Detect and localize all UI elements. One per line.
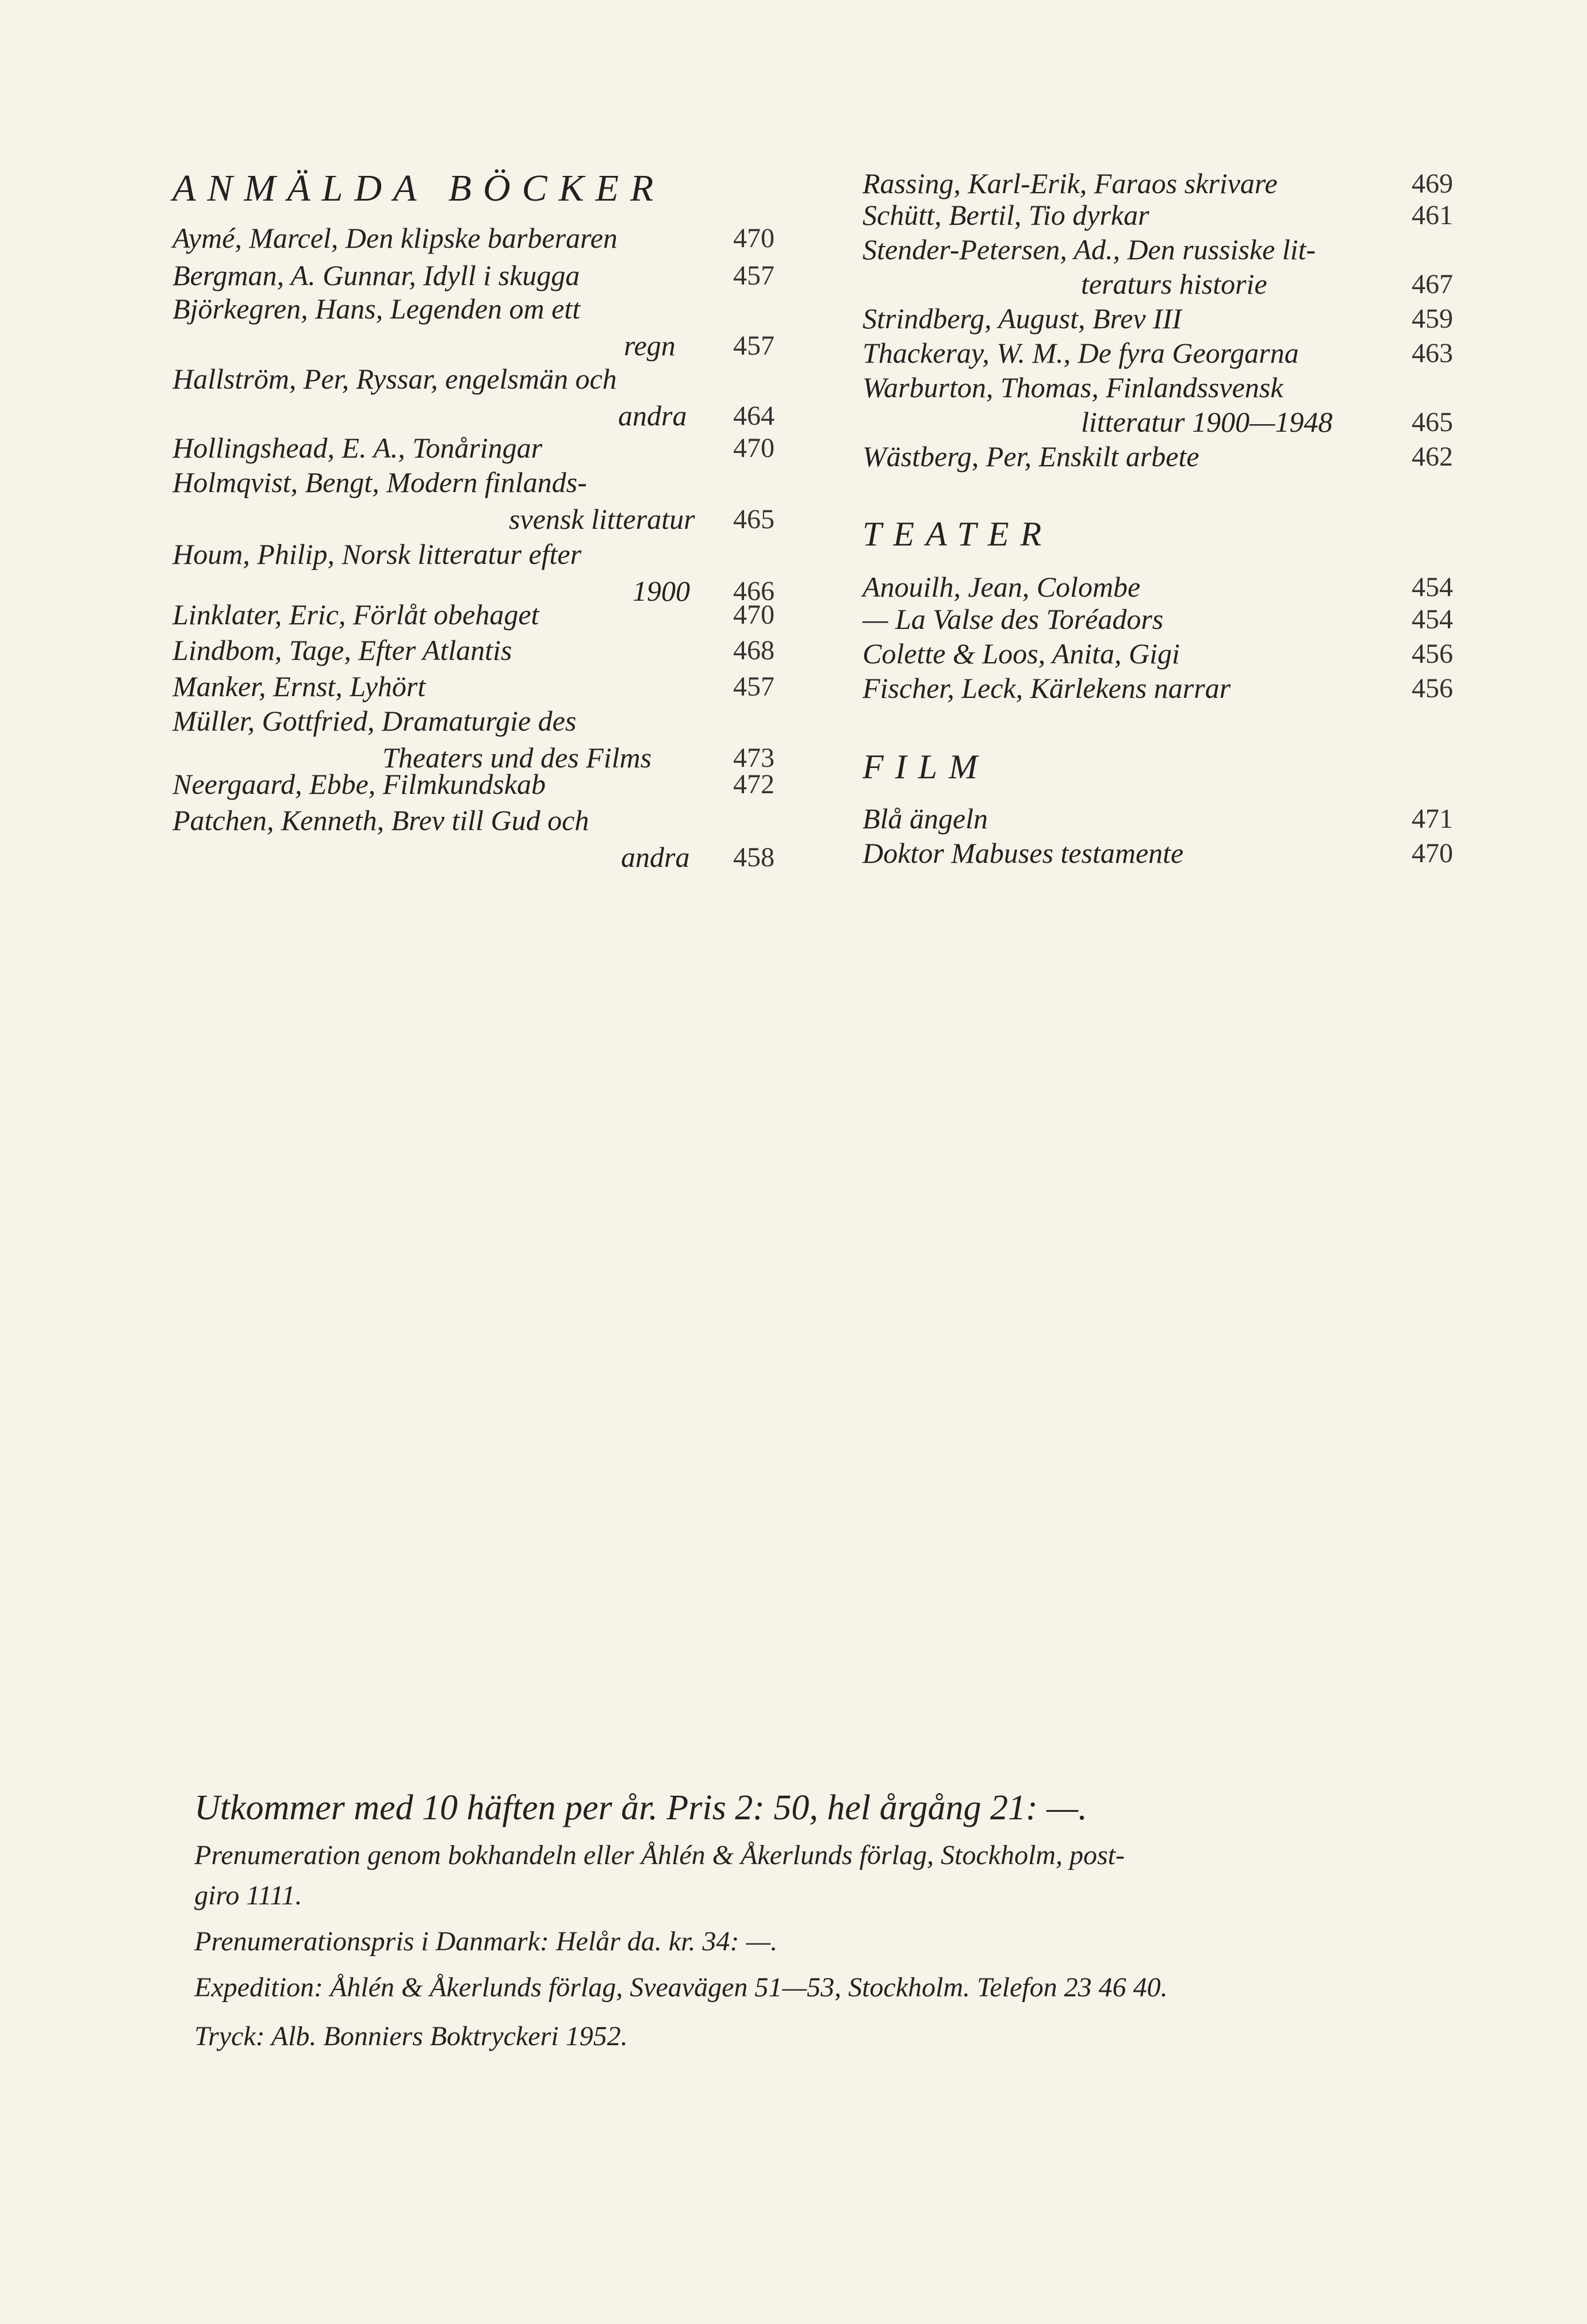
entry-title-continuation: litteratur 1900—1948 bbox=[1081, 406, 1333, 438]
entry-title: Strindberg, August, Brev III bbox=[862, 302, 1182, 335]
entry-page: 459 bbox=[1412, 304, 1453, 334]
entry-title-continuation: 1900 bbox=[632, 575, 690, 607]
entry-page: 470 bbox=[733, 223, 775, 253]
entry-title: Stender-Petersen, Ad., Den russiske lit- bbox=[862, 233, 1316, 266]
section-heading-anmalda-bocker: ANMÄLDA BÖCKER bbox=[172, 167, 665, 209]
entry-page: 456 bbox=[1412, 639, 1453, 669]
entry-page: 457 bbox=[733, 331, 775, 361]
entry-title: Aymé, Marcel, Den klipske barberaren bbox=[172, 222, 618, 254]
entry-title: Lindbom, Tage, Efter Atlantis bbox=[172, 634, 512, 666]
section-heading-teater: TEATER bbox=[862, 515, 1053, 553]
entry-page: 463 bbox=[1412, 338, 1453, 368]
entry-page: 472 bbox=[733, 769, 775, 800]
entry-page: 456 bbox=[1412, 673, 1453, 704]
colophon-headline: Utkommer med 10 häften per år. Pris 2: 50, hel årgång 21: —. bbox=[194, 1788, 1087, 1827]
entry-title: Warburton, Thomas, Finlandssvensk bbox=[862, 371, 1283, 404]
colophon-line: Prenumeration genom bokhandeln eller Åhlén & Åkerlunds förlag, Stockholm, post- bbox=[194, 1840, 1125, 1870]
entry-page: 462 bbox=[1412, 441, 1453, 472]
entry-page: 470 bbox=[733, 433, 775, 463]
entry-title: Thackeray, W. M., De fyra Georgarna bbox=[862, 337, 1299, 369]
entry-title: Colette & Loos, Anita, Gigi bbox=[862, 637, 1180, 670]
entry-page: 469 bbox=[1412, 168, 1453, 199]
entry-title-continuation: regn bbox=[624, 329, 676, 362]
colophon-line: Prenumerationspris i Danmark: Helår da. kr. 34: —. bbox=[194, 1926, 778, 1957]
entry-title: Hollingshead, E. A., Tonåringar bbox=[172, 432, 543, 464]
entry-title: Manker, Ernst, Lyhört bbox=[172, 670, 426, 702]
entry-page: 461 bbox=[1412, 200, 1453, 231]
entry-title: Bergman, A. Gunnar, Idyll i skugga bbox=[172, 259, 580, 291]
entry-title: Anouilh, Jean, Colombe bbox=[862, 571, 1141, 603]
entry-title: Rassing, Karl-Erik, Faraos skrivare bbox=[862, 167, 1278, 199]
colophon-line: Expedition: Åhlén & Åkerlunds förlag, Sveavägen 51—53, Stockholm. Telefon 23 46 40. bbox=[194, 1972, 1168, 2003]
entry-title: Linklater, Eric, Förlåt obehaget bbox=[172, 598, 539, 631]
entry-page: 465 bbox=[733, 504, 775, 535]
entry-title: Müller, Gottfried, Dramaturgie des bbox=[172, 705, 577, 737]
entry-title: Hallström, Per, Ryssar, engelsmän och bbox=[172, 363, 617, 395]
entry-page: 467 bbox=[1412, 269, 1453, 299]
entry-page: 470 bbox=[1412, 838, 1453, 869]
entry-title: Neergaard, Ebbe, Filmkundskab bbox=[172, 768, 546, 800]
colophon-line: Tryck: Alb. Bonniers Boktryckeri 1952. bbox=[194, 2021, 628, 2052]
entry-page: 454 bbox=[1412, 604, 1453, 635]
entry-page: 464 bbox=[733, 401, 775, 431]
colophon-line: giro 1111. bbox=[194, 1880, 302, 1911]
entry-title-continuation: svensk litteratur bbox=[509, 503, 695, 535]
entry-title-continuation: andra bbox=[621, 841, 690, 873]
entry-page: 457 bbox=[733, 260, 775, 291]
entry-title-continuation: andra bbox=[618, 400, 687, 432]
entry-page: 454 bbox=[1412, 572, 1453, 602]
entry-page: 471 bbox=[1412, 804, 1453, 834]
entry-title-continuation: teraturs historie bbox=[1081, 268, 1267, 300]
entry-title: Doktor Mabuses testamente bbox=[862, 837, 1184, 869]
entry-title: Holmqvist, Bengt, Modern finlands- bbox=[172, 466, 587, 498]
entry-title: Wästberg, Per, Enskilt arbete bbox=[862, 440, 1199, 473]
entry-title: Patchen, Kenneth, Brev till Gud och bbox=[172, 804, 589, 836]
entry-title: — La Valse des Toréadors bbox=[862, 603, 1164, 635]
entry-page: 466 bbox=[733, 576, 775, 606]
entry-title-continuation: Theaters und des Films bbox=[382, 742, 652, 774]
section-heading-film: FILM bbox=[862, 748, 989, 786]
entry-page: 458 bbox=[733, 842, 775, 873]
entry-title: Blå ängeln bbox=[862, 802, 988, 835]
entry-page: 465 bbox=[1412, 407, 1453, 437]
entry-title: Houm, Philip, Norsk litteratur efter bbox=[172, 538, 582, 570]
entry-title: Björkegren, Hans, Legenden om ett bbox=[172, 293, 581, 325]
entry-page: 457 bbox=[733, 671, 775, 702]
entry-page: 468 bbox=[733, 635, 775, 666]
entry-title: Fischer, Leck, Kärlekens narrar bbox=[862, 672, 1231, 704]
entry-page: 473 bbox=[733, 743, 775, 773]
entry-title: Schütt, Bertil, Tio dyrkar bbox=[862, 199, 1149, 231]
entry-page: 470 bbox=[733, 600, 775, 630]
